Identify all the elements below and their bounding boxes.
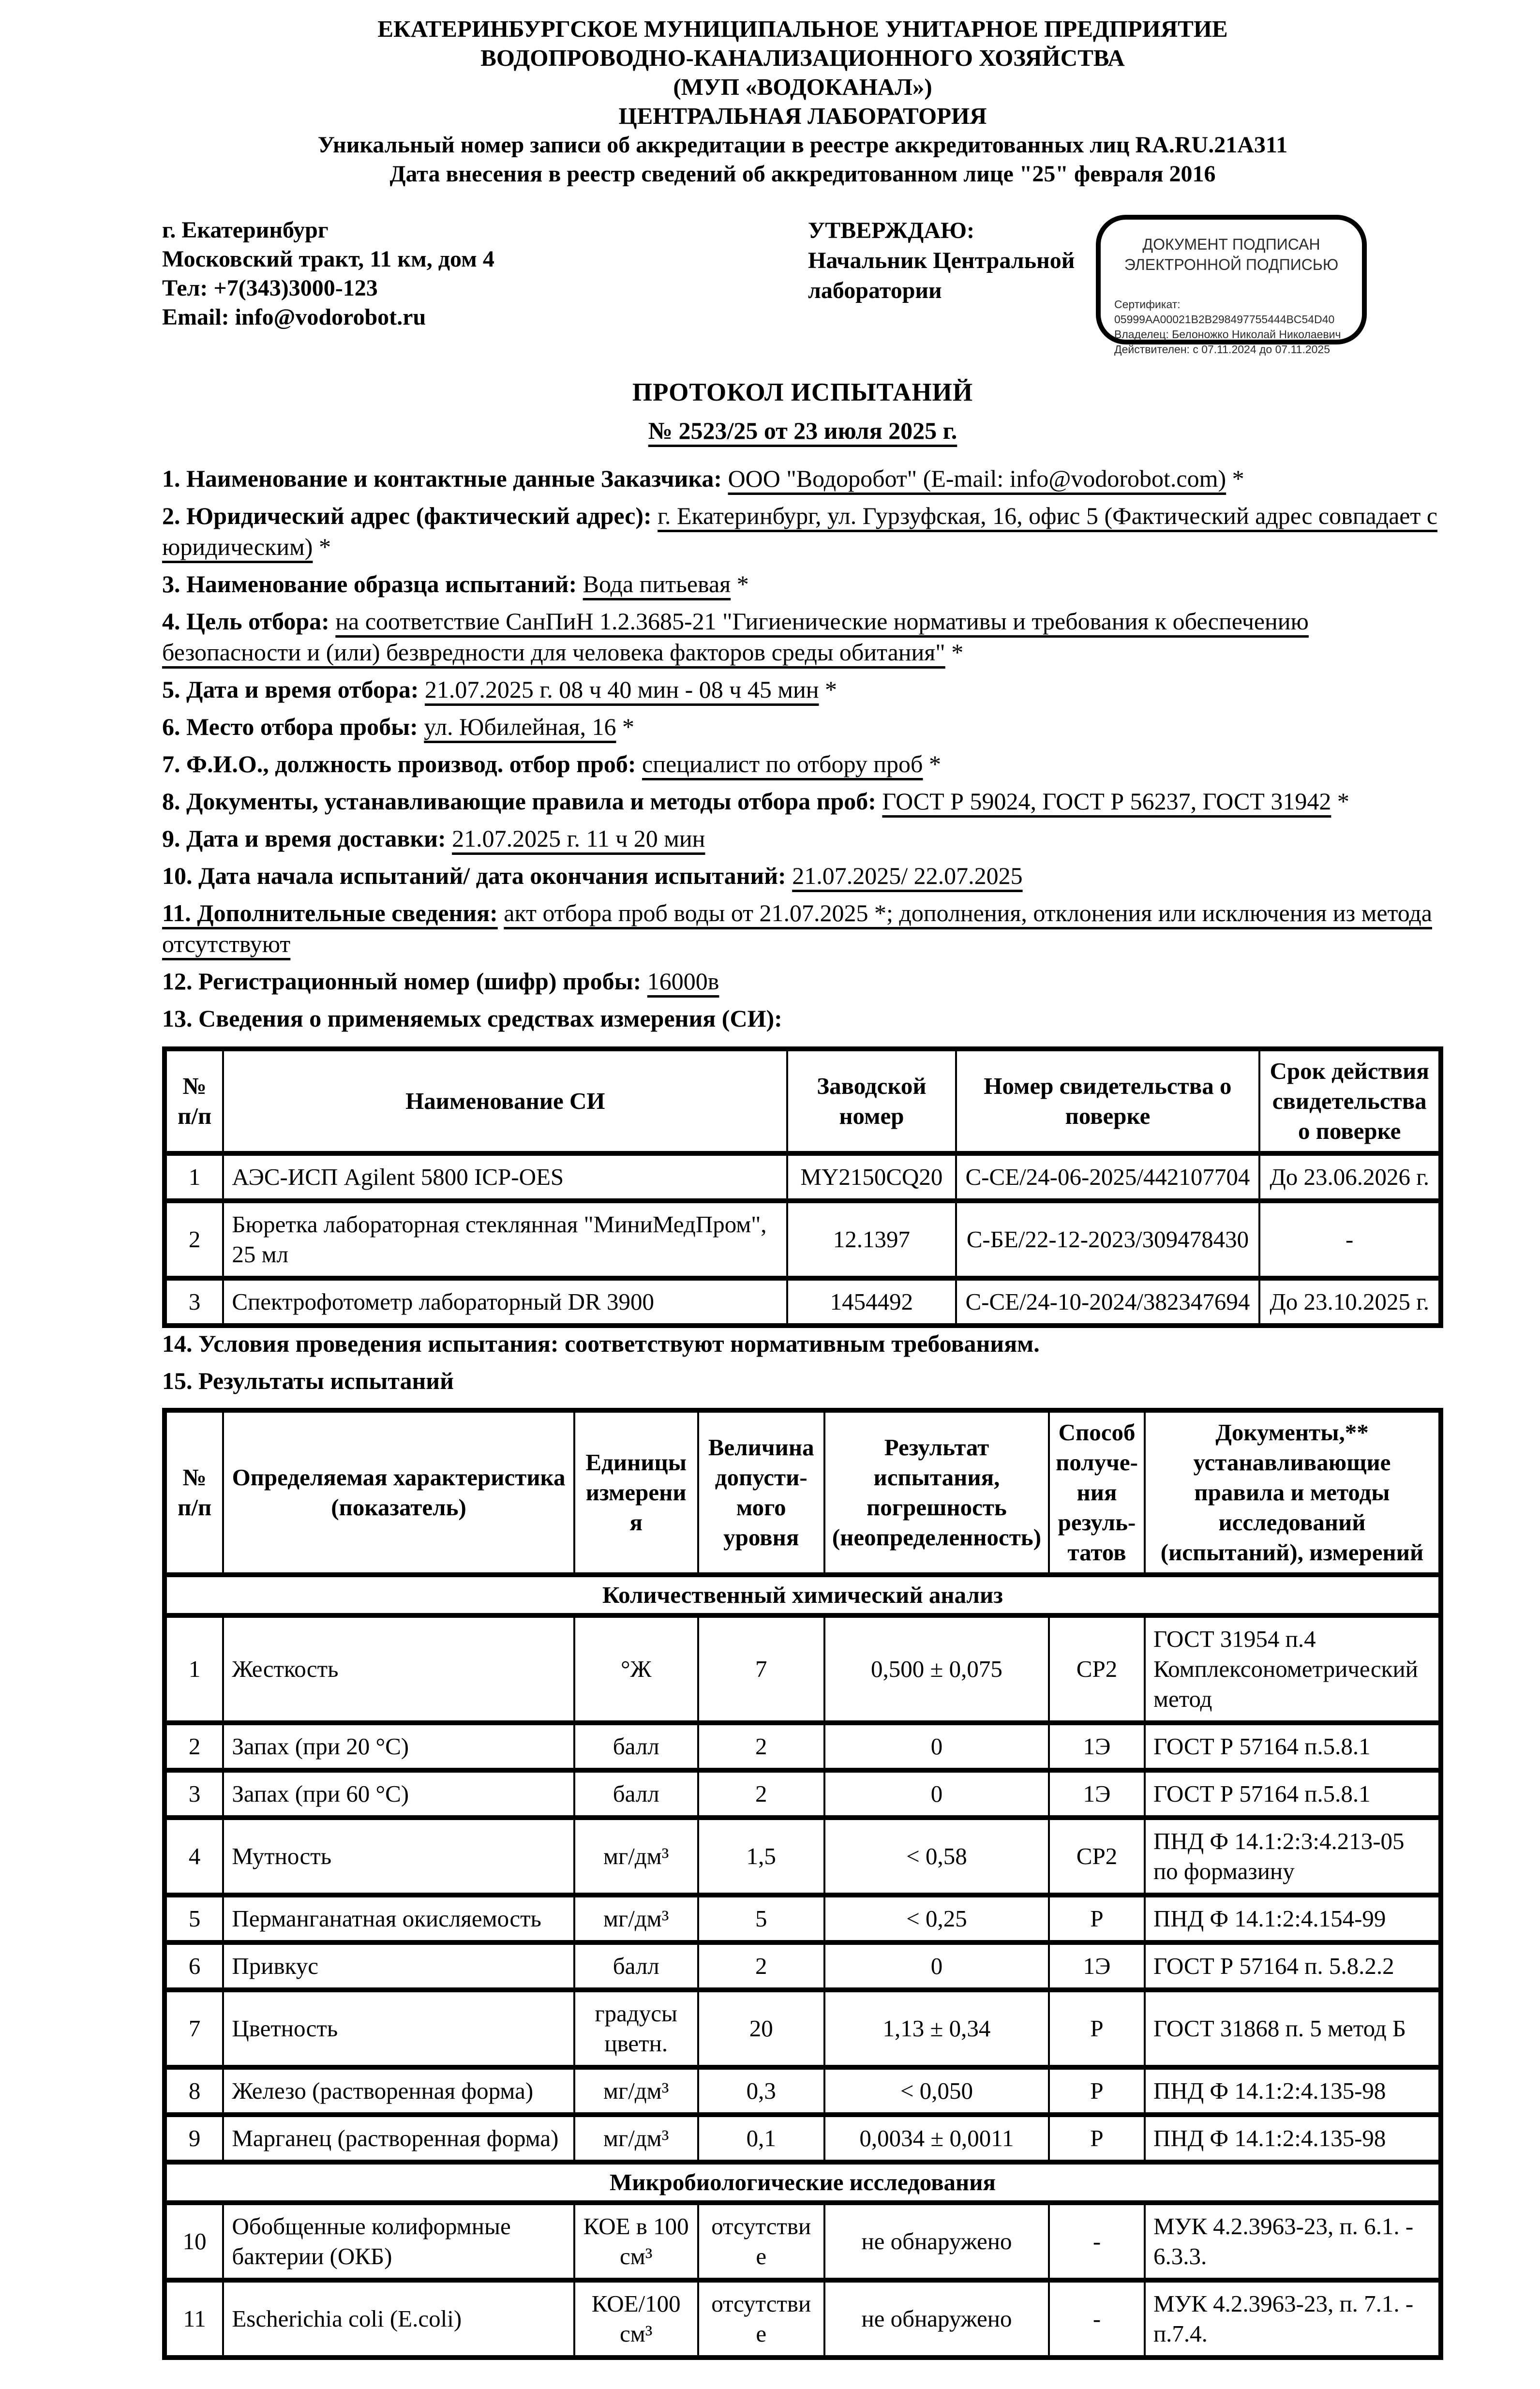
item-10-value: 21.07.2025/ 22.07.2025	[792, 862, 1023, 889]
approver-title-line1: Начальник Центральной	[808, 248, 1075, 273]
lab-contacts	[162, 216, 494, 332]
item-5-label: 5. Дата и время отбора:	[162, 676, 419, 703]
contact-city: г. Екатеринбург	[162, 217, 329, 243]
contact-email: Email: info@vodorobot.ru	[162, 304, 426, 330]
item-15	[162, 1365, 1443, 1396]
item-2-value: г. Екатеринбург, ул. Гурзуфская, 16, офис 5 (Фактический адрес совпадает с юридическим)	[162, 502, 1438, 560]
si-row2-name: Бюретка лабораторная стеклянная "МиниМедПром", 25 мл	[223, 1201, 787, 1278]
results-col-characteristic: Определяемая характеристика (показатель)	[223, 1410, 574, 1575]
document-title: ПРОТОКОЛ ИСПЫТАНИЙ	[632, 378, 973, 406]
section-microbiology: Микробиологические исследования	[164, 2162, 1441, 2203]
item-11	[162, 897, 1443, 959]
item-5-value: 21.07.2025 г. 08 ч 40 мин - 08 ч 45 мин	[424, 676, 819, 703]
section-chemical-analysis: Количественный химический анализ	[164, 1575, 1441, 1615]
org-name-line1: ЕКАТЕРИНБУРГСКОЕ МУНИЦИПАЛЬНОЕ УНИТАРНОЕ ПРЕДПРИЯТИЕ	[377, 15, 1228, 42]
si-row3-name: Спектрофотометр лабораторный DR 3900	[223, 1278, 787, 1326]
item-11-label: 11. Дополнительные сведения:	[162, 899, 498, 926]
table-row	[164, 1201, 1441, 1278]
si-row1-num: 1	[164, 1153, 223, 1201]
org-header	[162, 15, 1443, 189]
item-15-label: 15. Результаты испытаний	[162, 1367, 454, 1394]
table-row	[164, 1278, 1441, 1326]
item-4-value: на соответствие СанПиН 1.2.3685-21 "Гигиенические нормативы и требования к обеспечению безопасности и (или) безвредности для человека факторов среды обитания"	[162, 608, 1309, 666]
item-14-label: 14. Условия проведения испытания:	[162, 1330, 559, 1357]
item-11-value: акт отбора проб воды от 21.07.2025 *; дополнения, отклонения или исключения из метода отсутствуют	[162, 899, 1432, 957]
item-13	[162, 1003, 1443, 1034]
si-row3-serial: 1454492	[787, 1278, 956, 1326]
item-10	[162, 860, 1443, 891]
results-col-unit: Единицы измерения	[574, 1410, 698, 1575]
results-col-limit: Величина допусти-мого уровня	[698, 1410, 824, 1575]
item-9-label: 9. Дата и время доставки:	[162, 825, 446, 852]
item-7-label: 7. Ф.И.О., должность производ. отбор проб:	[162, 750, 636, 777]
table-row: 3 Запах (при 60 °С) балл 2 0 1Э ГОСТ Р 57164 п.5.8.1	[164, 1770, 1441, 1818]
table-row: 11 Escherichia coli (E.coli) КОЕ/100 см³ отсутствие не обнаружено - МУК 4.2.3963-23, п. 7.1. - п.7.4.	[164, 2280, 1441, 2358]
contact-phone: Тел: +7(343)3000-123	[162, 275, 378, 301]
item-12-value: 16000в	[647, 968, 719, 995]
item-14-value: соответствуют нормативным требованиям.	[565, 1330, 1040, 1357]
results-header-row	[164, 1410, 1441, 1575]
results-col-result: Результат испытания, погрешность (неопределенность)	[824, 1410, 1049, 1575]
item-9	[162, 823, 1443, 854]
accreditation-date-line: Дата внесения в реестр сведений об аккредитованном лице "25" февраля 2016	[389, 161, 1216, 187]
si-row3-cert: С-СЕ/24-10-2024/382347694	[956, 1278, 1260, 1326]
measuring-instruments-table	[162, 1046, 1443, 1328]
item-2: 2. Юридический адрес (фактический адрес): г. Екатеринбург, ул. Гурзуфская, 16, офис 5 (Фактический адрес совпадает с юридическим) *	[162, 502, 1438, 560]
table-row: 10 Обобщенные колиформные бактерии (ОКБ) КОЕ в 100 см³ отсутствие не обнаружено - МУК 4.2.3963-23, п. 6.1. - 6.3.3.	[164, 2203, 1441, 2280]
results-col-method: Способ получе-ния резуль-татов	[1049, 1410, 1145, 1575]
table-row: 4 Мутность мг/дм³ 1,5 < 0,58 СР2 ПНД Ф 14.1:2:3:4.213-05 по формазину	[164, 1818, 1441, 1895]
table-row: 6 Привкус балл 2 0 1Э ГОСТ Р 57164 п. 5.8.2.2	[164, 1942, 1441, 1990]
stamp-heading	[1114, 234, 1348, 275]
item-1-label: 1. Наименование и контактные данные Заказчика:	[162, 465, 722, 492]
item-6: 6. Место отбора пробы: ул. Юбилейная, 16 *	[162, 713, 634, 740]
item-8-value: ГОСТ Р 59024, ГОСТ Р 56237, ГОСТ 31942	[882, 788, 1331, 815]
si-row2-cert: С-БЕ/22-12-2023/309478430	[956, 1201, 1260, 1278]
document-number-line: № 2523/25 от 23 июля 2025 г.	[648, 417, 957, 444]
item-4-label: 4. Цель отбора:	[162, 608, 329, 635]
si-row3-valid: До 23.10.2025 г.	[1259, 1278, 1441, 1326]
item-10-label: 10. Дата начала испытаний/ дата окончания испытаний:	[162, 862, 786, 889]
item-12-label: 12. Регистрационный номер (шифр) пробы:	[162, 968, 642, 995]
stamp-heading-line1: ДОКУМЕНТ ПОДПИСАН	[1142, 236, 1320, 253]
item-12	[162, 966, 1443, 997]
table-row: 8 Железо (растворенная форма) мг/дм³ 0,3 < 0,050 Р ПНД Ф 14.1:2:4.135-98	[164, 2067, 1441, 2115]
si-row2-valid: -	[1259, 1201, 1441, 1278]
si-row1-valid: До 23.06.2026 г.	[1259, 1153, 1441, 1201]
si-row2-serial: 12.1397	[787, 1201, 956, 1278]
item-7-value: специалист по отбору проб	[642, 750, 923, 777]
table-row: 9 Марганец (растворенная форма) мг/дм³ 0,1 0,0034 ± 0,0011 Р ПНД Ф 14.1:2:4.135-98	[164, 2115, 1441, 2162]
approval-block	[808, 216, 1075, 306]
si-row1-cert: С-СЕ/24-06-2025/442107704	[956, 1153, 1260, 1201]
item-9-value: 21.07.2025 г. 11 ч 20 мин	[452, 825, 705, 852]
si-col-num: № п/п	[164, 1049, 223, 1153]
protocol-items	[162, 463, 1443, 1034]
item-6-label: 6. Место отбора пробы:	[162, 713, 418, 740]
item-1-value: ООО "Водоробот" (E-mail: info@vodorobot.com)	[728, 465, 1226, 492]
item-5: 5. Дата и время отбора: 21.07.2025 г. 08 ч 40 мин - 08 ч 45 мин *	[162, 676, 837, 703]
si-row1-serial: MY2150CQ20	[787, 1153, 956, 1201]
si-col-cert: Номер свидетельства о поверке	[956, 1049, 1260, 1153]
item-7: 7. Ф.И.О., должность производ. отбор проб: специалист по отбору проб *	[162, 750, 941, 777]
si-row3-num: 3	[164, 1278, 223, 1326]
table-row: 5 Перманганатная окисляемость мг/дм³ 5 < 0,25 Р ПНД Ф 14.1:2:4.154-99	[164, 1895, 1441, 1942]
test-results-table	[162, 1408, 1443, 2360]
item-13-label: 13. Сведения о применяемых средствах измерения (СИ):	[162, 1005, 782, 1032]
si-col-serial: Заводской номер	[787, 1049, 956, 1153]
table-row: 1 Жесткость °Ж 7 0,500 ± 0,075 СР2 ГОСТ 31954 п.4 Комплексонометрический метод	[164, 1615, 1441, 1723]
si-row2-num: 2	[164, 1201, 223, 1278]
stamp-owner: Владелец: Белоножко Николай Николаевич	[1114, 328, 1341, 341]
item-4: 4. Цель отбора: на соответствие СанПиН 1.2.3685-21 "Гигиенические нормативы и требования к обеспечению безопасности и (или) безвредности для человека факторов среды обитания" *	[162, 608, 1309, 666]
approve-label: УТВЕРЖДАЮ:	[808, 218, 975, 243]
item-3-value: Вода питьевая	[583, 570, 731, 597]
table-row: 7 Цветность градусы цветн. 20 1,13 ± 0,34 Р ГОСТ 31868 п. 5 метод Б	[164, 1990, 1441, 2067]
item-14	[162, 1328, 1443, 1359]
item-6-value: ул. Юбилейная, 16	[424, 713, 616, 740]
info-row	[162, 211, 1443, 358]
item-3: 3. Наименование образца испытаний: Вода питьевая *	[162, 570, 749, 597]
org-name-line2: ВОДОПРОВОДНО-КАНАЛИЗАЦИОННОГО ХОЗЯЙСТВА	[480, 45, 1125, 71]
stamp-certificate: Сертификат: 05999AA00021B2B298497755444BC54D40	[1114, 298, 1335, 326]
si-col-name: Наименование СИ	[223, 1049, 787, 1153]
table-row	[164, 1153, 1441, 1201]
results-col-docs: Документы,** устанавливающие правила и методы исследований (испытаний), измерений	[1145, 1410, 1441, 1575]
item-1: 1. Наименование и контактные данные Заказчика: ООО "Водоробот" (E-mail: info@vodorobot.com) *	[162, 465, 1244, 492]
stamp-validity: Действителен: с 07.11.2024 до 07.11.2025	[1114, 343, 1331, 356]
contact-address: Московский тракт, 11 км, дом 4	[162, 246, 494, 272]
item-2-label: 2. Юридический адрес (фактический адрес):	[162, 502, 652, 529]
item-8: 8. Документы, устанавливающие правила и методы отбора проб: ГОСТ Р 59024, ГОСТ Р 56237, ГОСТ 31942 *	[162, 788, 1349, 815]
si-header-row	[164, 1049, 1441, 1153]
item-8-label: 8. Документы, устанавливающие правила и методы отбора проб:	[162, 788, 876, 815]
si-col-valid: Срок действия свидетельства о поверке	[1259, 1049, 1441, 1153]
org-name-line3: (МУП «ВОДОКАНАЛ»)	[673, 74, 932, 100]
stamp-heading-line2: ЭЛЕКТРОННОЙ ПОДПИСЬЮ	[1124, 256, 1339, 273]
results-col-num: № п/п	[164, 1410, 223, 1575]
stamp-certificate-block	[1114, 297, 1348, 357]
si-row1-name: АЭС-ИСП Agilent 5800 ICP-OES	[223, 1153, 787, 1201]
item-3-label: 3. Наименование образца испытаний:	[162, 570, 577, 597]
digital-signature-stamp	[1096, 215, 1367, 356]
table-row: 2 Запах (при 20 °С) балл 2 0 1Э ГОСТ Р 57164 п.5.8.1	[164, 1723, 1441, 1770]
accreditation-number-line: Уникальный номер записи об аккредитации в реестре аккредитованных лиц RA.RU.21А311	[317, 132, 1288, 158]
lab-name: ЦЕНТРАЛЬНАЯ ЛАБОРАТОРИЯ	[618, 103, 987, 129]
approver-title-line2: лаборатории	[808, 278, 942, 303]
